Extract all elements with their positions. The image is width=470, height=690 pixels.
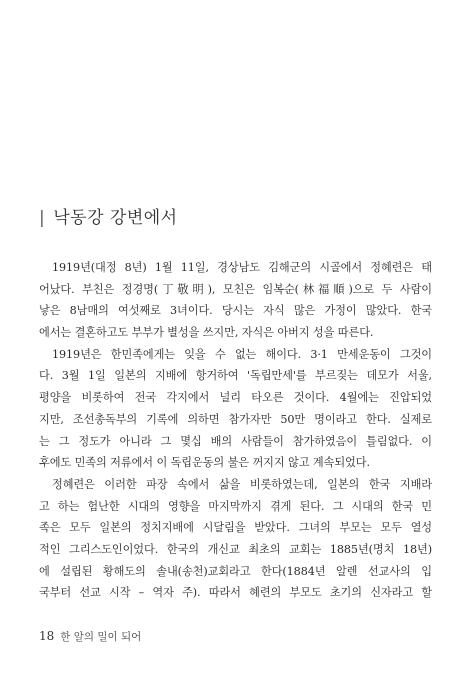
page-footer [39, 629, 141, 644]
paragraph-line: 는 그 정도가 아니라 그 몇십 배의 사람들이 참가하였음이 틀림없다. 이 [39, 434, 432, 448]
book-title: 한 알의 밀이 되어 [60, 631, 142, 643]
paragraph-line: 적인 그리스도인이었다. 한국의 개신교 최초의 교회는 1885년(명치 18년) [39, 542, 432, 556]
paragraph-line: 어났다. 부친은 정경명(丁敬明), 모친은 임복순(林福順)으로 두 사람이 [39, 282, 432, 296]
section-heading [39, 203, 178, 228]
heading-title: 낙동강 강변에서 [53, 208, 178, 228]
paragraph-line: 고 하는 험난한 시대의 영향을 마지막까지 겪게 된다. 그 시대의 한국 민 [39, 499, 432, 513]
paragraph-line: 평양을 비롯하여 전국 각지에서 널리 타오른 것이다. 4월에는 진압되었 [39, 391, 432, 405]
paragraph-line: 1919년(대정 8년) 1월 11일, 경상남도 김해군의 시골에서 정혜련은 태 [52, 261, 432, 274]
paragraph-line: 에서는 결혼하고도 부부가 별성을 쓰지만, 자식은 아버지 성을 따른다. [39, 326, 374, 340]
heading-bar: | [39, 208, 46, 228]
body-text [39, 257, 432, 604]
page-number: 18 [39, 629, 55, 643]
paragraph-line: 정혜련은 이러한 파장 속에서 삶을 비롯하였는데, 일본의 한국 지배라 [52, 477, 432, 491]
paragraph-line: 족은 모두 일본의 정치지배에 시달림을 받았다. 그녀의 부모는 모두 열성 [39, 521, 432, 535]
paragraph-line: 다. 3월 1일 일본의 지배에 항거하여 '독립만세'를 부르짖는 데모가 서울, [39, 369, 432, 383]
paragraph-line: 지만, 조선총독부의 기록에 의하면 참가자만 50만 명이라고 한다. 실제로 [39, 412, 432, 426]
paragraph-line: 후에도 민족의 저류에서 이 독립운동의 불은 꺼지지 않고 계속되었다. [39, 456, 370, 470]
paragraph-line: 낳은 8남매의 여섯째로 3녀이다. 당시는 자식 많은 가정이 많았다. 한국 [39, 304, 432, 318]
paragraph-line: 국부터 선교 시작 – 역자 주). 따라서 혜련의 부모도 초기의 신자라고 할 [39, 586, 432, 600]
paragraph-line: 에 설립된 황해도의 솔내(송천)교회라고 한다(1884년 알렌 선교사의 입 [39, 564, 432, 578]
paragraph-line: 1919년은 한민족에게는 잊을 수 없는 해이다. 3·1 만세운동이 그것이 [52, 347, 432, 361]
